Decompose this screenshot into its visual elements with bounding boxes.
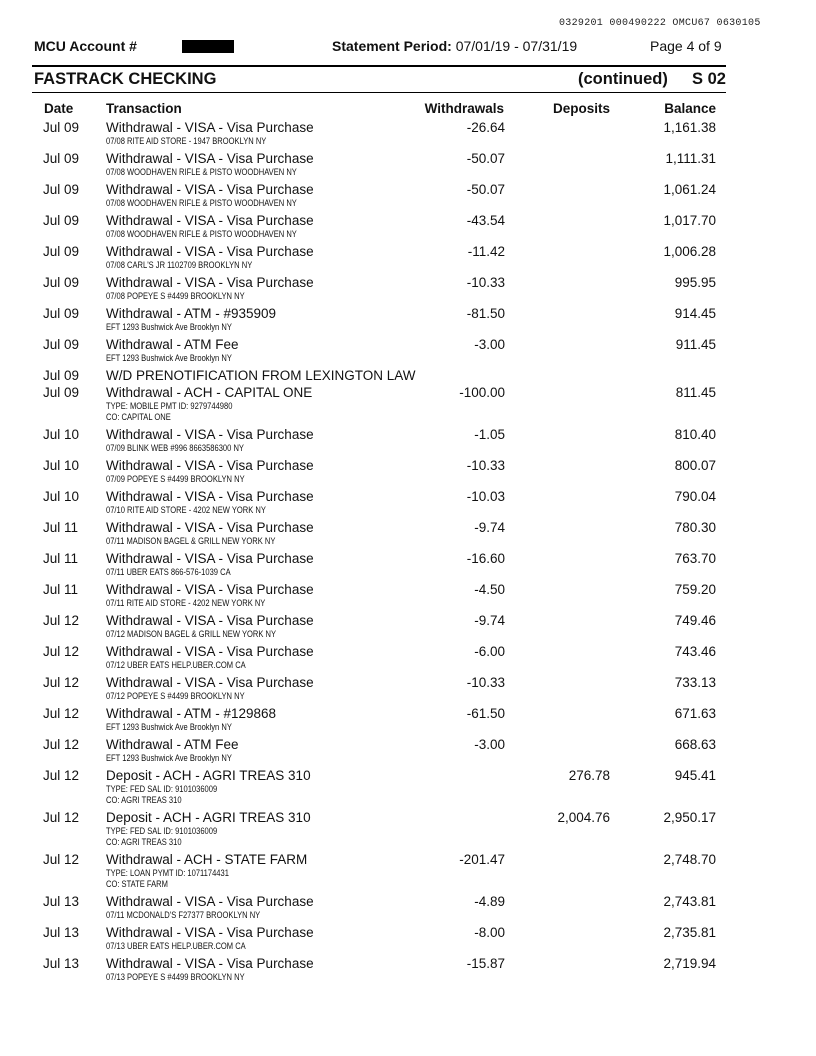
balance-amount: 1,111.31 bbox=[665, 151, 716, 166]
transaction-row bbox=[0, 809, 816, 851]
transaction-description: Withdrawal - VISA - Visa Purchase bbox=[106, 925, 314, 940]
transaction-detail: 07/08 RITE AID STORE - 1947 BROOKLYN NY bbox=[106, 136, 267, 146]
transaction-description: Withdrawal - ATM - #129868 bbox=[106, 706, 277, 721]
column-header-balance: Balance bbox=[664, 101, 716, 116]
transaction-description: Deposit - ACH - AGRI TREAS 310 bbox=[106, 810, 311, 825]
transaction-description: Withdrawal - VISA - Visa Purchase bbox=[106, 427, 314, 442]
balance-amount: 2,748.70 bbox=[663, 852, 716, 867]
transaction-description: Withdrawal - VISA - Visa Purchase bbox=[106, 458, 314, 473]
transaction-description: Withdrawal - VISA - Visa Purchase bbox=[106, 956, 314, 971]
transaction-row bbox=[0, 457, 816, 488]
transaction-description: W/D PRENOTIFICATION FROM LEXINGTON LAW bbox=[106, 368, 416, 383]
transaction-row bbox=[0, 519, 816, 550]
balance-amount: 2,719.94 bbox=[663, 956, 716, 971]
transaction-date: Jul 09 bbox=[43, 337, 80, 352]
transaction-row bbox=[0, 581, 816, 612]
transaction-row bbox=[0, 243, 816, 274]
withdrawal-amount: -50.07 bbox=[466, 151, 505, 166]
transaction-description: Withdrawal - VISA - Visa Purchase bbox=[106, 244, 314, 259]
redacted-account-number bbox=[182, 40, 234, 53]
transaction-description: Withdrawal - VISA - Visa Purchase bbox=[106, 520, 314, 535]
transaction-detail: 07/08 CARL'S JR 1102709 BROOKLYN NY bbox=[106, 260, 253, 270]
transaction-description: Withdrawal - VISA - Visa Purchase bbox=[106, 582, 314, 597]
balance-amount: 763.70 bbox=[674, 551, 716, 566]
transaction-detail: TYPE: LOAN PYMT ID: 1071174431 bbox=[106, 868, 229, 878]
withdrawal-amount: -10.03 bbox=[466, 489, 505, 504]
transaction-detail: 07/11 RITE AID STORE - 4202 NEW YORK NY bbox=[106, 598, 266, 608]
column-header-date: Date bbox=[44, 101, 74, 116]
column-header-transaction: Transaction bbox=[106, 101, 182, 116]
transaction-detail: 07/11 UBER EATS 866-576-1039 CA bbox=[106, 567, 231, 577]
transaction-date: Jul 11 bbox=[43, 520, 79, 535]
header-rule bbox=[32, 65, 726, 67]
column-header-withdrawals: Withdrawals bbox=[424, 101, 504, 116]
transaction-date: Jul 12 bbox=[43, 644, 80, 659]
balance-amount: 1,017.70 bbox=[663, 213, 716, 228]
transaction-detail: EFT 1293 Bushwick Ave Brooklyn NY bbox=[106, 353, 232, 363]
transaction-detail: CO: AGRI TREAS 310 bbox=[106, 795, 182, 805]
transaction-date: Jul 13 bbox=[43, 925, 80, 940]
withdrawal-amount: -81.50 bbox=[466, 306, 505, 321]
transaction-row bbox=[0, 705, 816, 736]
transaction-detail: CO: CAPITAL ONE bbox=[106, 412, 171, 422]
transaction-date: Jul 10 bbox=[43, 458, 80, 473]
balance-amount: 743.46 bbox=[674, 644, 716, 659]
transaction-detail: TYPE: FED SAL ID: 9101036009 bbox=[106, 826, 218, 836]
transaction-detail: 07/08 WOODHAVEN RIFLE & PISTO WOODHAVEN NY bbox=[106, 167, 297, 177]
transaction-row bbox=[0, 274, 816, 305]
withdrawal-amount: -9.74 bbox=[474, 520, 505, 535]
transaction-row bbox=[0, 336, 816, 367]
balance-amount: 733.13 bbox=[674, 675, 716, 690]
transaction-row bbox=[0, 426, 816, 457]
withdrawal-amount: -26.64 bbox=[466, 120, 505, 135]
deposit-amount: 276.78 bbox=[568, 768, 610, 783]
period-label: Statement Period: bbox=[332, 38, 452, 54]
withdrawal-amount: -6.00 bbox=[474, 644, 505, 659]
transaction-description: Withdrawal - ACH - CAPITAL ONE bbox=[106, 385, 313, 400]
transaction-row bbox=[0, 488, 816, 519]
column-header-deposits: Deposits bbox=[552, 101, 610, 116]
transaction-description: Withdrawal - VISA - Visa Purchase bbox=[106, 551, 314, 566]
transaction-date: Jul 12 bbox=[43, 613, 80, 628]
withdrawal-amount: -50.07 bbox=[466, 182, 505, 197]
withdrawal-amount: -10.33 bbox=[466, 275, 505, 290]
balance-amount: 914.45 bbox=[674, 306, 716, 321]
transaction-detail: 07/08 WOODHAVEN RIFLE & PISTO WOODHAVEN NY bbox=[106, 229, 297, 239]
transaction-row bbox=[0, 767, 816, 809]
transaction-description: Withdrawal - VISA - Visa Purchase bbox=[106, 151, 314, 166]
transaction-description: Withdrawal - ATM Fee bbox=[106, 337, 239, 352]
transaction-row bbox=[0, 612, 816, 643]
transaction-row bbox=[0, 367, 816, 384]
section-title: FASTRACK CHECKING bbox=[34, 70, 217, 88]
withdrawal-amount: -1.05 bbox=[474, 427, 505, 442]
transaction-detail: TYPE: MOBILE PMT ID: 9279744980 bbox=[106, 401, 233, 411]
withdrawal-amount: -10.33 bbox=[466, 458, 505, 473]
transaction-description: Withdrawal - VISA - Visa Purchase bbox=[106, 182, 314, 197]
period-value: 07/01/19 - 07/31/19 bbox=[455, 38, 578, 54]
balance-amount: 780.30 bbox=[674, 520, 716, 535]
withdrawal-amount: -3.00 bbox=[474, 737, 505, 752]
balance-amount: 749.46 bbox=[674, 613, 716, 628]
withdrawal-amount: -9.74 bbox=[474, 613, 505, 628]
transaction-date: Jul 12 bbox=[43, 675, 80, 690]
balance-amount: 2,735.81 bbox=[663, 925, 716, 940]
transaction-description: Withdrawal - ATM Fee bbox=[106, 737, 239, 752]
withdrawal-amount: -11.42 bbox=[467, 244, 505, 259]
withdrawal-amount: -4.50 bbox=[474, 582, 505, 597]
transaction-detail: EFT 1293 Bushwick Ave Brooklyn NY bbox=[106, 753, 232, 763]
transaction-date: Jul 09 bbox=[43, 368, 80, 383]
withdrawal-amount: -201.47 bbox=[459, 852, 505, 867]
transaction-date: Jul 09 bbox=[43, 275, 80, 290]
ocr-code-line: 0329201 000490222 OMCU67 0630105 bbox=[559, 18, 761, 29]
transaction-row bbox=[0, 305, 816, 336]
transaction-date: Jul 09 bbox=[43, 213, 80, 228]
transaction-description: Withdrawal - ACH - STATE FARM bbox=[106, 852, 308, 867]
balance-amount: 790.04 bbox=[674, 489, 716, 504]
transaction-detail: CO: AGRI TREAS 310 bbox=[106, 837, 182, 847]
transaction-row bbox=[0, 851, 816, 893]
transaction-date: Jul 09 bbox=[43, 182, 80, 197]
transaction-description: Withdrawal - VISA - Visa Purchase bbox=[106, 275, 314, 290]
transaction-date: Jul 11 bbox=[43, 551, 79, 566]
transaction-date: Jul 09 bbox=[43, 244, 80, 259]
deposit-amount: 2,004.76 bbox=[557, 810, 610, 825]
balance-amount: 2,743.81 bbox=[663, 894, 716, 909]
balance-amount: 811.45 bbox=[675, 385, 716, 400]
section-code: S 02 bbox=[692, 70, 726, 88]
transaction-description: Withdrawal - VISA - Visa Purchase bbox=[106, 120, 314, 135]
balance-amount: 1,006.28 bbox=[663, 244, 716, 259]
transaction-row bbox=[0, 893, 816, 924]
transaction-description: Deposit - ACH - AGRI TREAS 310 bbox=[106, 768, 311, 783]
transaction-date: Jul 12 bbox=[43, 706, 80, 721]
transaction-row bbox=[0, 181, 816, 212]
transaction-date: Jul 10 bbox=[43, 427, 80, 442]
transaction-date: Jul 12 bbox=[43, 852, 80, 867]
transaction-detail: CO: STATE FARM bbox=[106, 879, 168, 889]
balance-amount: 810.40 bbox=[674, 427, 716, 442]
transaction-row bbox=[0, 924, 816, 955]
withdrawal-amount: -100.00 bbox=[459, 385, 505, 400]
transaction-detail: 07/09 POPEYE S #4499 BROOKLYN NY bbox=[106, 474, 245, 484]
transaction-list bbox=[0, 119, 816, 986]
withdrawal-amount: -10.33 bbox=[466, 675, 505, 690]
transaction-detail: 07/12 POPEYE S #4499 BROOKLYN NY bbox=[106, 691, 245, 701]
transaction-detail: 07/08 POPEYE S #4499 BROOKLYN NY bbox=[106, 291, 245, 301]
transaction-detail: 07/09 BLINK WEB #996 8663586300 NY bbox=[106, 443, 244, 453]
transaction-description: Withdrawal - VISA - Visa Purchase bbox=[106, 675, 314, 690]
transaction-detail: 07/12 UBER EATS HELP.UBER.COM CA bbox=[106, 660, 246, 670]
transaction-date: Jul 10 bbox=[43, 489, 80, 504]
transaction-detail: 07/13 POPEYE S #4499 BROOKLYN NY bbox=[106, 972, 245, 982]
section-continued: (continued) bbox=[578, 70, 668, 88]
transaction-row bbox=[0, 955, 816, 986]
transaction-detail: 07/11 MCDONALD'S F27377 BROOKLYN NY bbox=[106, 910, 261, 920]
transaction-description: Withdrawal - ATM - #935909 bbox=[106, 306, 277, 321]
section-rule bbox=[32, 92, 726, 93]
transaction-detail: 07/13 UBER EATS HELP.UBER.COM CA bbox=[106, 941, 246, 951]
transaction-row bbox=[0, 643, 816, 674]
balance-amount: 911.45 bbox=[675, 337, 716, 352]
transaction-detail: 07/10 RITE AID STORE - 4202 NEW YORK NY bbox=[106, 505, 266, 515]
transaction-date: Jul 09 bbox=[43, 151, 80, 166]
withdrawal-amount: -16.60 bbox=[466, 551, 505, 566]
withdrawal-amount: -4.89 bbox=[474, 894, 505, 909]
transaction-date: Jul 09 bbox=[43, 385, 80, 400]
transaction-detail: 07/12 MADISON BAGEL & GRILL NEW YORK NY bbox=[106, 629, 276, 639]
transaction-date: Jul 12 bbox=[43, 768, 80, 783]
balance-amount: 671.63 bbox=[674, 706, 716, 721]
transaction-date: Jul 11 bbox=[43, 582, 79, 597]
page-number: Page 4 of 9 bbox=[650, 38, 722, 54]
transaction-detail: EFT 1293 Bushwick Ave Brooklyn NY bbox=[106, 722, 232, 732]
withdrawal-amount: -8.00 bbox=[474, 925, 505, 940]
statement-period bbox=[332, 38, 577, 54]
transaction-row bbox=[0, 384, 816, 426]
balance-amount: 759.20 bbox=[674, 582, 716, 597]
transaction-date: Jul 09 bbox=[43, 120, 80, 135]
balance-amount: 668.63 bbox=[674, 737, 716, 752]
balance-amount: 945.41 bbox=[674, 768, 716, 783]
transaction-detail: TYPE: FED SAL ID: 9101036009 bbox=[106, 784, 218, 794]
transaction-row bbox=[0, 212, 816, 243]
transaction-description: Withdrawal - VISA - Visa Purchase bbox=[106, 213, 314, 228]
balance-amount: 800.07 bbox=[674, 458, 716, 473]
balance-amount: 1,061.24 bbox=[663, 182, 716, 197]
withdrawal-amount: -3.00 bbox=[474, 337, 505, 352]
transaction-row bbox=[0, 150, 816, 181]
transaction-date: Jul 13 bbox=[43, 956, 80, 971]
transaction-date: Jul 12 bbox=[43, 810, 80, 825]
transaction-description: Withdrawal - VISA - Visa Purchase bbox=[106, 644, 314, 659]
transaction-row bbox=[0, 674, 816, 705]
transaction-description: Withdrawal - VISA - Visa Purchase bbox=[106, 613, 314, 628]
transaction-date: Jul 12 bbox=[43, 737, 80, 752]
transaction-date: Jul 13 bbox=[43, 894, 80, 909]
transaction-date: Jul 09 bbox=[43, 306, 80, 321]
transaction-detail: 07/11 MADISON BAGEL & GRILL NEW YORK NY bbox=[106, 536, 276, 546]
withdrawal-amount: -15.87 bbox=[466, 956, 505, 971]
transaction-description: Withdrawal - VISA - Visa Purchase bbox=[106, 894, 314, 909]
transaction-detail: EFT 1293 Bushwick Ave Brooklyn NY bbox=[106, 322, 232, 332]
withdrawal-amount: -43.54 bbox=[466, 213, 505, 228]
withdrawal-amount: -61.50 bbox=[466, 706, 505, 721]
balance-amount: 1,161.38 bbox=[663, 120, 716, 135]
account-label: MCU Account # bbox=[34, 38, 137, 54]
balance-amount: 995.95 bbox=[674, 275, 716, 290]
transaction-row bbox=[0, 119, 816, 150]
transaction-row bbox=[0, 736, 816, 767]
transaction-description: Withdrawal - VISA - Visa Purchase bbox=[106, 489, 314, 504]
transaction-row bbox=[0, 550, 816, 581]
balance-amount: 2,950.17 bbox=[663, 810, 716, 825]
transaction-detail: 07/08 WOODHAVEN RIFLE & PISTO WOODHAVEN NY bbox=[106, 198, 297, 208]
